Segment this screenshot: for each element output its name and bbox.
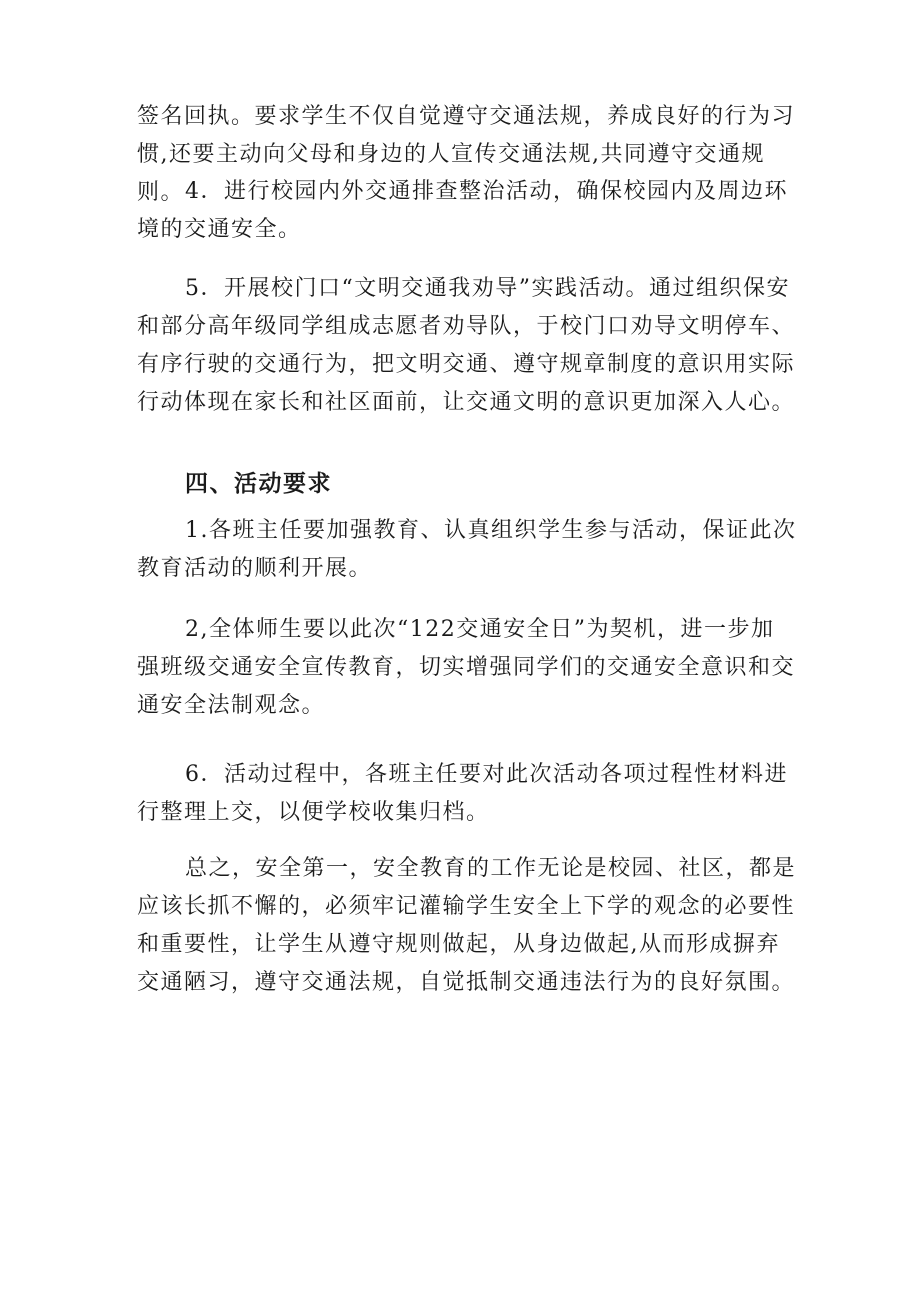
paragraph-requirement-2: 2,全体师生要以此次“122交通安全日”为契机，进一步加强班级交通安全宣传教育，切实增强同学们的交通安全意识和交通安全法制观念。 (137, 617, 796, 718)
paragraph-item-5: 5．开展校门口“文明交通我劝导”实践活动。通过组织保安和部分高年级同学组成志愿者劝导队，于校门口劝导文明停车、有序行驶的交通行为，把文明交通、遵守规章制度的意识用实际行动体现在家长和社区面前，让交通文明的意识更加深入人心。 (137, 276, 796, 415)
paragraph-continuation: 签名回执。要求学生不仅自觉遵守交通法规，养成良好的行为习惯,还要主动向父母和身边的人宣传交通法规,共同遵守交通规则。 (137, 104, 796, 205)
section-heading: 四、活动要求 (185, 471, 332, 497)
paragraph-item-4: 4．进行校园内外交通排查整治活动，确保校园内及周边环境的交通安全。 (137, 179, 788, 242)
paragraph-requirement-6: 6．活动过程中，各班主任要对此次活动各项过程性材料进行整理上交，以便学校收集归档。 (137, 762, 788, 825)
paragraph-requirement-1: 1.各班主任要加强教育、认真组织学生参与活动，保证此次教育活动的顺利开展。 (137, 518, 797, 581)
paragraph-conclusion: 总之，安全第一，安全教育的工作无论是校园、社区，都是应该长抓不懈的，必须牢记灌输学生安全上下学的观念的必要性和重要性，让学生从遵守规则做起，从身边做起,从而形成摒弃交通陋习，遵守交通法规，自觉抵制交通违法行为的良好氛围。 (137, 856, 797, 995)
